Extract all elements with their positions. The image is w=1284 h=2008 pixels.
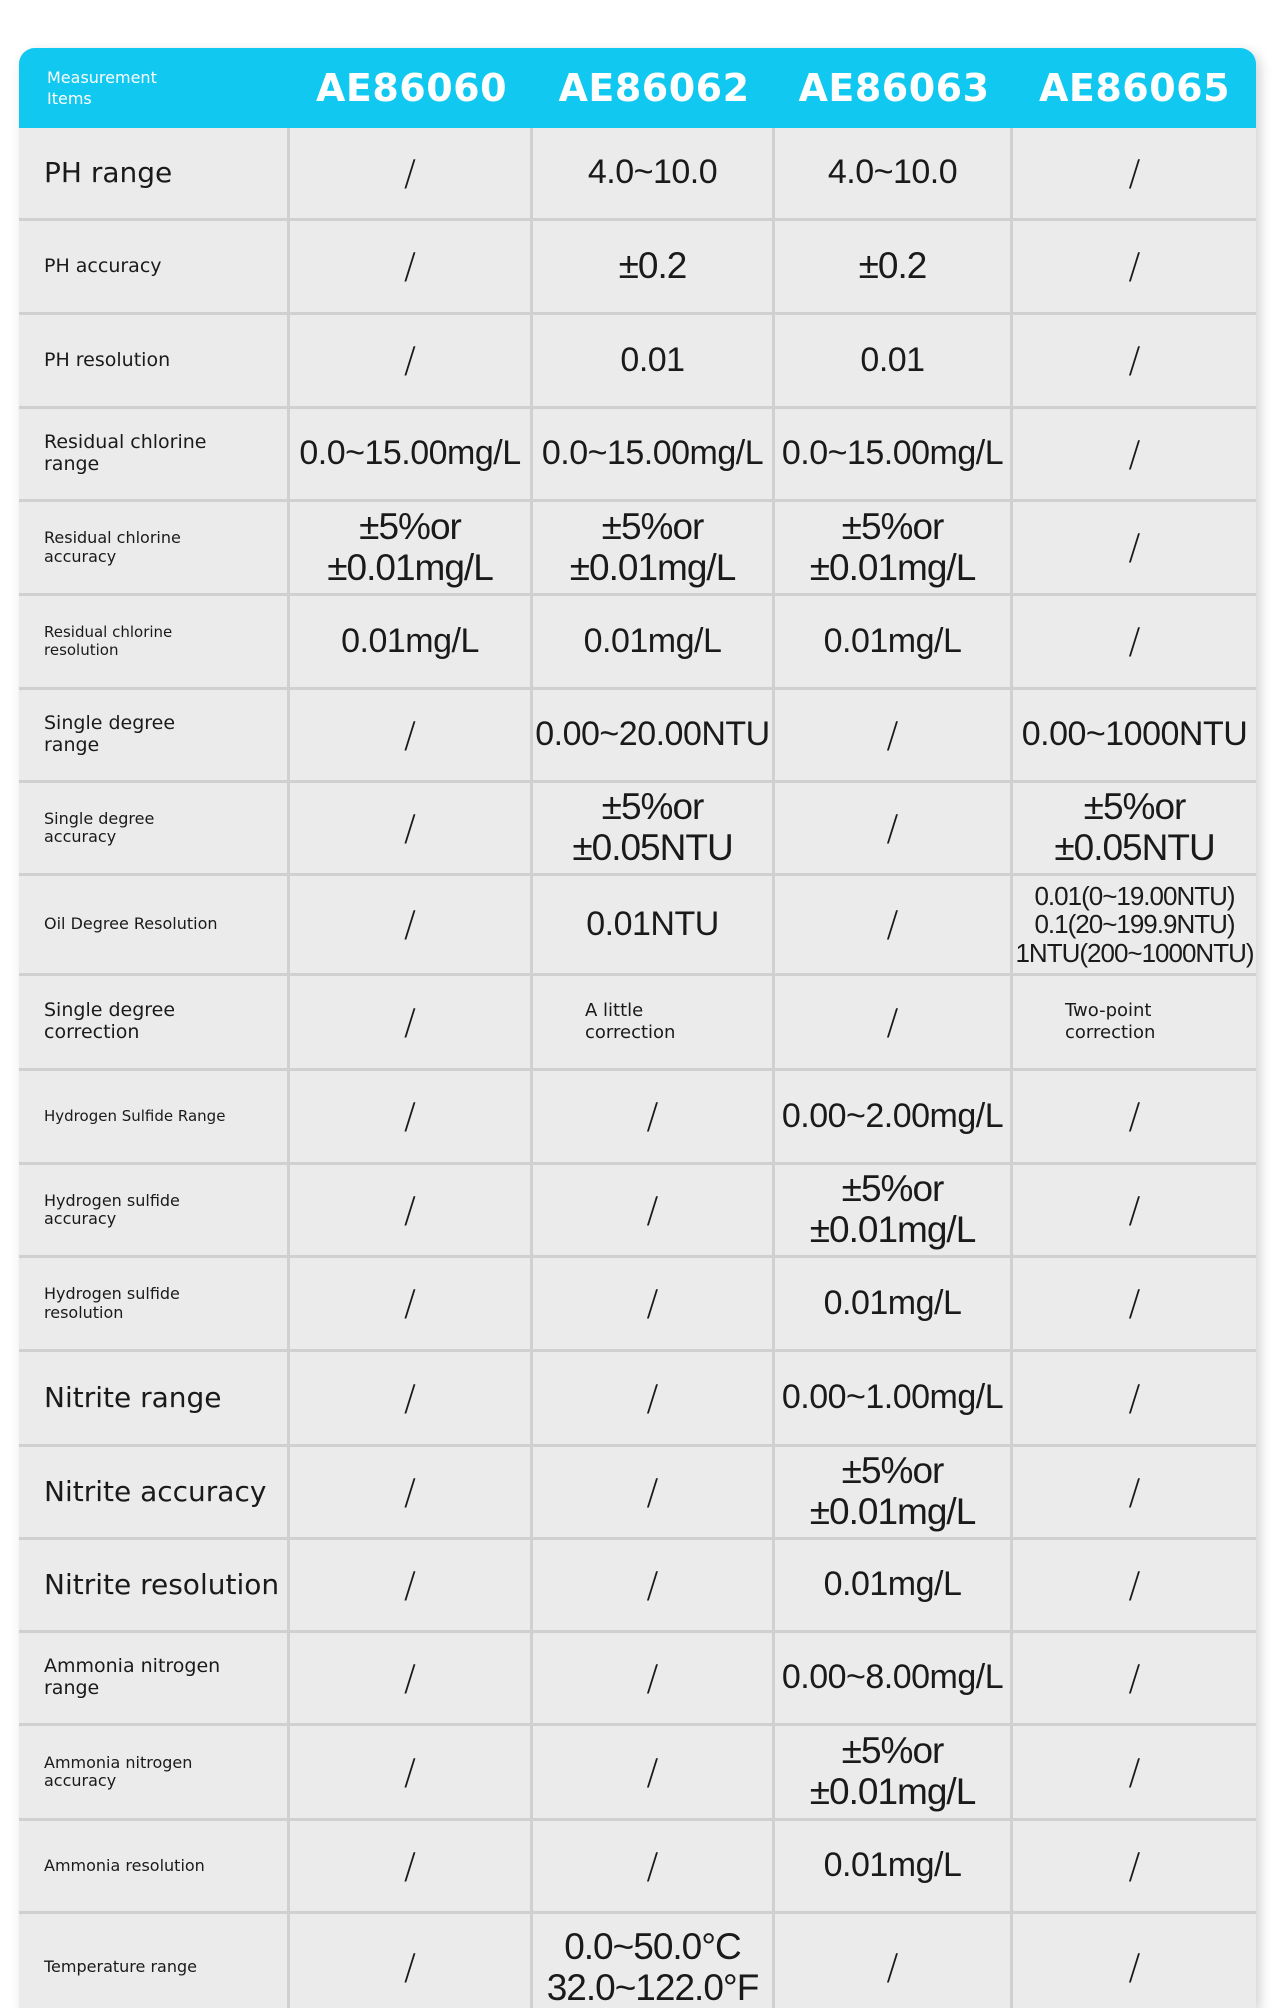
empty-value-ae86063: / [775, 1914, 1013, 2008]
row-label: Single degree correction [19, 976, 290, 1071]
cell-value-ae86062: ±0.2 [533, 221, 775, 315]
model-header-ae86063: AE86063 [775, 48, 1013, 128]
empty-value-ae86062: / [533, 1540, 775, 1633]
cell-value-ae86063: 4.0~10.0 [775, 128, 1013, 221]
spec-table [19, 48, 1256, 2008]
empty-value-ae86060: / [290, 1821, 533, 1914]
spec-sheet [19, 48, 1256, 2008]
cell-value-ae86060: 0.0~15.00mg/L [290, 409, 533, 502]
table-row [19, 690, 1256, 783]
cell-value-ae86063: 0.01mg/L [775, 1540, 1013, 1633]
cell-value-ae86065: 0.00~1000NTU [1013, 690, 1256, 783]
cell-value-ae86062: ±5%or ±0.01mg/L [533, 502, 775, 596]
empty-value-ae86060: / [290, 1447, 533, 1540]
empty-value-ae86060: / [290, 1726, 533, 1821]
row-label: Ammonia nitrogen range [19, 1633, 290, 1726]
model-header-ae86065: AE86065 [1013, 48, 1256, 128]
cell-value-ae86063: 0.00~8.00mg/L [775, 1633, 1013, 1726]
empty-value-ae86065: / [1013, 409, 1256, 502]
header-row [19, 48, 1256, 128]
empty-value-ae86065: / [1013, 1540, 1256, 1633]
cell-value-ae86065: ±5%or ±0.05NTU [1013, 783, 1256, 876]
cell-value-ae86062: 4.0~10.0 [533, 128, 775, 221]
row-label: PH accuracy [19, 221, 290, 315]
empty-value-ae86065: / [1013, 315, 1256, 409]
empty-value-ae86060: / [290, 1258, 533, 1352]
empty-value-ae86065: / [1013, 1633, 1256, 1726]
empty-value-ae86062: / [533, 1447, 775, 1540]
cell-value-ae86063: ±5%or ±0.01mg/L [775, 1726, 1013, 1821]
row-label: Hydrogen sulfide accuracy [19, 1165, 290, 1258]
empty-value-ae86060: / [290, 1352, 533, 1447]
empty-value-ae86063: / [775, 783, 1013, 876]
empty-value-ae86060: / [290, 1633, 533, 1726]
cell-value-ae86062: A little correction [533, 976, 775, 1071]
cell-value-ae86063: 0.00~2.00mg/L [775, 1071, 1013, 1165]
cell-value-ae86063: 0.01mg/L [775, 1258, 1013, 1352]
table-row [19, 876, 1256, 976]
row-label: Ammonia nitrogen accuracy [19, 1726, 290, 1821]
table-row [19, 1071, 1256, 1165]
empty-value-ae86065: / [1013, 1914, 1256, 2008]
table-row [19, 1726, 1256, 1821]
row-label: Temperature range [19, 1914, 290, 2008]
empty-value-ae86060: / [290, 876, 533, 976]
table-row [19, 221, 1256, 315]
table-row [19, 1165, 1256, 1258]
empty-value-ae86062: / [533, 1165, 775, 1258]
empty-value-ae86065: / [1013, 502, 1256, 596]
row-label: PH resolution [19, 315, 290, 409]
table-row [19, 128, 1256, 221]
empty-value-ae86065: / [1013, 596, 1256, 690]
cell-value-ae86063: 0.00~1.00mg/L [775, 1352, 1013, 1447]
cell-value-ae86062: 0.00~20.00NTU [533, 690, 775, 783]
table-row [19, 1258, 1256, 1352]
cell-value-ae86065: Two-point correction [1013, 976, 1256, 1071]
table-row [19, 1914, 1256, 2008]
empty-value-ae86060: / [290, 315, 533, 409]
empty-value-ae86062: / [533, 1258, 775, 1352]
cell-value-ae86065: 0.01(0~19.00NTU) 0.1(20~199.9NTU) 1NTU(200~1000NTU) [1013, 876, 1256, 976]
empty-value-ae86060: / [290, 783, 533, 876]
empty-value-ae86065: / [1013, 1071, 1256, 1165]
empty-value-ae86060: / [290, 128, 533, 221]
model-header-ae86062: AE86062 [533, 48, 775, 128]
empty-value-ae86065: / [1013, 1821, 1256, 1914]
empty-value-ae86062: / [533, 1352, 775, 1447]
row-label: Single degree accuracy [19, 783, 290, 876]
row-label: Ammonia resolution [19, 1821, 290, 1914]
row-label: Single degree range [19, 690, 290, 783]
row-label: Residual chlorine range [19, 409, 290, 502]
table-row [19, 783, 1256, 876]
empty-value-ae86065: / [1013, 1726, 1256, 1821]
cell-value-ae86062: 0.01mg/L [533, 596, 775, 690]
empty-value-ae86060: / [290, 690, 533, 783]
empty-value-ae86060: / [290, 1071, 533, 1165]
table-row [19, 502, 1256, 596]
table-row [19, 1633, 1256, 1726]
cell-value-ae86063: ±5%or ±0.01mg/L [775, 1165, 1013, 1258]
empty-value-ae86065: / [1013, 1165, 1256, 1258]
cell-value-ae86062: 0.01NTU [533, 876, 775, 976]
row-label: Nitrite resolution [19, 1540, 290, 1633]
empty-value-ae86062: / [533, 1633, 775, 1726]
empty-value-ae86063: / [775, 876, 1013, 976]
empty-value-ae86062: / [533, 1071, 775, 1165]
cell-value-ae86063: 0.01mg/L [775, 1821, 1013, 1914]
cell-value-ae86062: 0.0~15.00mg/L [533, 409, 775, 502]
cell-value-ae86063: ±5%or ±0.01mg/L [775, 1447, 1013, 1540]
row-label: Nitrite accuracy [19, 1447, 290, 1540]
cell-value-ae86062: 0.0~50.0°C 32.0~122.0°F [533, 1914, 775, 2008]
table-row [19, 1352, 1256, 1447]
table-row [19, 315, 1256, 409]
cell-value-ae86063: ±0.2 [775, 221, 1013, 315]
cell-value-ae86063: 0.01mg/L [775, 596, 1013, 690]
empty-value-ae86065: / [1013, 1352, 1256, 1447]
spec-table-body [19, 128, 1256, 2008]
model-header-ae86060: AE86060 [290, 48, 533, 128]
table-row [19, 976, 1256, 1071]
empty-value-ae86060: / [290, 1914, 533, 2008]
row-label: Nitrite range [19, 1352, 290, 1447]
row-label: Residual chlorine accuracy [19, 502, 290, 596]
cell-value-ae86060: 0.01mg/L [290, 596, 533, 690]
row-label: Residual chlorine resolution [19, 596, 290, 690]
row-label: Oil Degree Resolution [19, 876, 290, 976]
empty-value-ae86065: / [1013, 1258, 1256, 1352]
table-row [19, 409, 1256, 502]
empty-value-ae86063: / [775, 976, 1013, 1071]
empty-value-ae86065: / [1013, 1447, 1256, 1540]
empty-value-ae86060: / [290, 1540, 533, 1633]
empty-value-ae86060: / [290, 1165, 533, 1258]
table-row [19, 1447, 1256, 1540]
cell-value-ae86060: ±5%or ±0.01mg/L [290, 502, 533, 596]
empty-value-ae86065: / [1013, 221, 1256, 315]
row-label: Hydrogen Sulfide Range [19, 1071, 290, 1165]
empty-value-ae86063: / [775, 690, 1013, 783]
empty-value-ae86062: / [533, 1726, 775, 1821]
cell-value-ae86062: 0.01 [533, 315, 775, 409]
table-row [19, 596, 1256, 690]
cell-value-ae86063: ±5%or ±0.01mg/L [775, 502, 1013, 596]
table-row [19, 1821, 1256, 1914]
measurement-items-header: Measurement Items [19, 48, 290, 128]
empty-value-ae86065: / [1013, 128, 1256, 221]
empty-value-ae86060: / [290, 976, 533, 1071]
row-label: Hydrogen sulfide resolution [19, 1258, 290, 1352]
cell-value-ae86063: 0.01 [775, 315, 1013, 409]
empty-value-ae86060: / [290, 221, 533, 315]
row-label: PH range [19, 128, 290, 221]
table-row [19, 1540, 1256, 1633]
cell-value-ae86063: 0.0~15.00mg/L [775, 409, 1013, 502]
empty-value-ae86062: / [533, 1821, 775, 1914]
cell-value-ae86062: ±5%or ±0.05NTU [533, 783, 775, 876]
